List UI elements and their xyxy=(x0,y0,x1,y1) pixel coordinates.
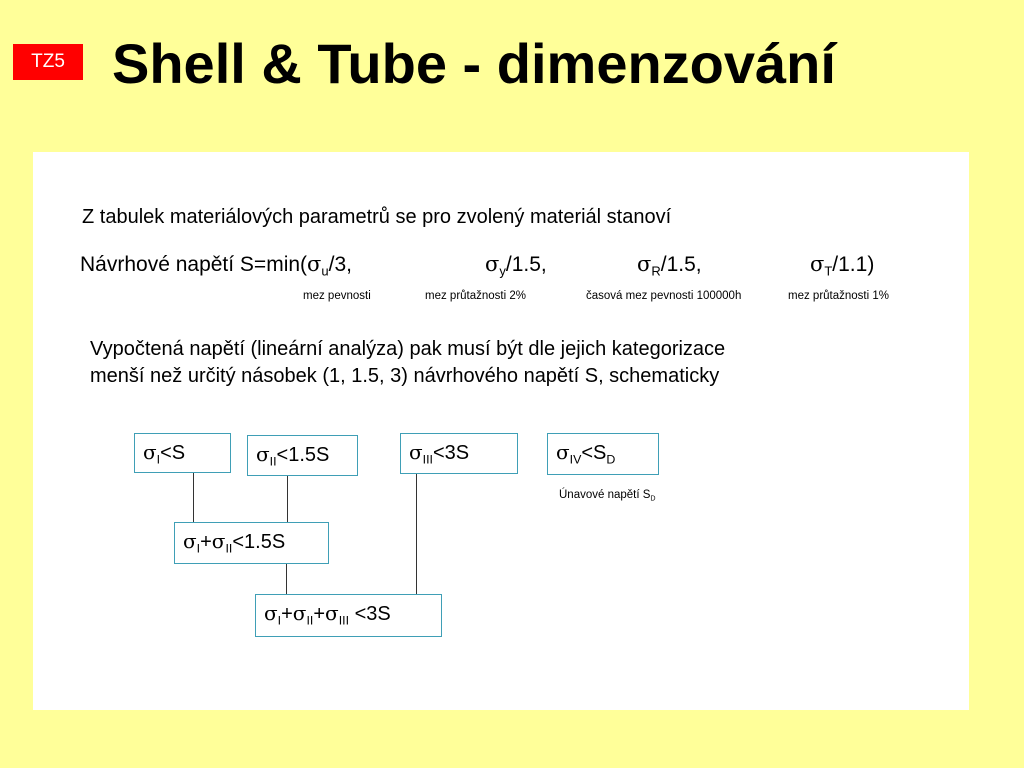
note-yield-2pct: mez průtažnosti 2% xyxy=(425,290,526,302)
stress-box-combined-1-2: $\sigma_I+\sigma_{II}<1.5S$ xyxy=(174,522,329,564)
formula-design-stress: Návrhové napětí $S=\min(\sigma_u/3$, xyxy=(80,252,352,279)
stress-box-fatigue: $\sigma_{IV}<S_D$ xyxy=(547,433,659,475)
note-creep-1pct: mez průtažnosti 1% xyxy=(788,290,889,302)
intro-text: Z tabulek materiálových parametrů se pro zvolený materiál stanoví xyxy=(82,206,672,228)
stress-box-combined-1-2-3: $\sigma_I+\sigma_{II}+\sigma_{III} <3S$ xyxy=(255,594,442,637)
connector-s3-s123 xyxy=(416,474,417,594)
fatigue-stress-label: Únavové napětí $S_D$ xyxy=(559,489,656,503)
slide-tag: TZ5 xyxy=(13,44,83,80)
connector-s12-s123 xyxy=(286,564,287,594)
content-panel xyxy=(33,152,969,710)
category-paragraph xyxy=(90,336,725,390)
stress-box-secondary: $\sigma_{II}<1.5S$ xyxy=(247,435,358,476)
connector-s1-s12 xyxy=(193,473,194,522)
stress-box-peak: $\sigma_{III}<3S$ xyxy=(400,433,518,474)
note-tensile-strength: mez pevnosti xyxy=(303,290,371,302)
paragraph-line-1: Vypočtená napětí (lineární analýza) pak musí být dle jejich kategorizace xyxy=(90,338,726,360)
slide-title: Shell & Tube - dimenzování xyxy=(112,32,836,95)
formula-term-rupture: $\sigma_R/1.5$, xyxy=(637,252,702,279)
note-creep-rupture: časová mez pevnosti 100000h xyxy=(586,290,742,302)
paragraph-line-2: menší než určitý násobek (1, 1.5, 3) návrhového napětí S, schematicky xyxy=(90,365,720,387)
formula-term-yield: $\sigma_y/1.5$, xyxy=(485,252,547,279)
formula-term-creep: $\sigma_T/1.1$) xyxy=(810,252,875,279)
stress-box-primary: $\sigma_I<S$ xyxy=(134,433,231,473)
connector-s2-s12 xyxy=(287,476,288,522)
